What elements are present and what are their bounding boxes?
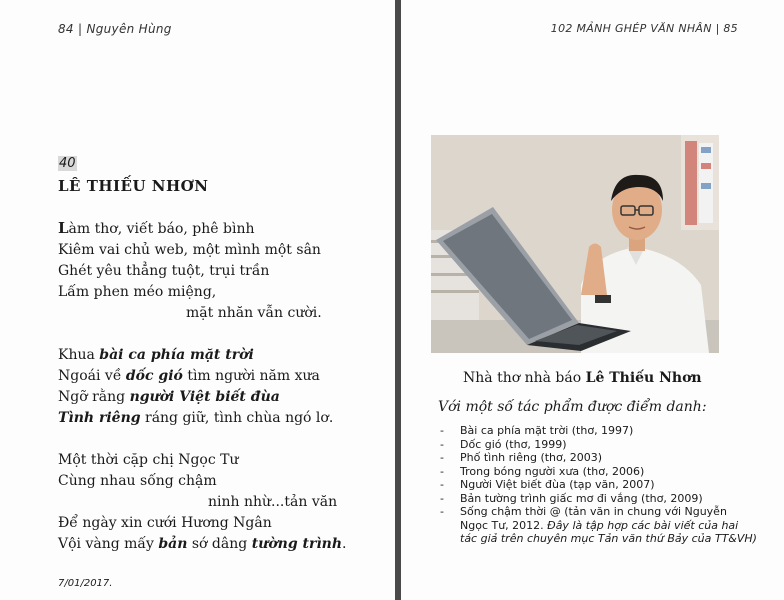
poem-text: ráng giữ, tình chùa ngó lơ. (140, 410, 334, 426)
poem-text: Ngỡ rằng (58, 389, 130, 405)
poem-line (58, 366, 358, 387)
poem-line: ninh nhừ...tản văn (208, 494, 338, 510)
poem-emphasis: người Việt biết đùa (129, 389, 280, 405)
poem-number: 40 (59, 156, 76, 171)
poem-date: 7/01/2017. (58, 578, 113, 589)
poem-emphasis: bản (158, 536, 188, 552)
poem-line (58, 387, 358, 408)
works-subheading: Với một số tác phẩm được điểm danh: (438, 399, 707, 415)
poem-line: Kiêm vai chủ web, một mình một sân (58, 242, 321, 258)
list-item: - Phố tình riêng (thơ, 2003) (438, 451, 758, 465)
poem-line (58, 345, 358, 366)
list-item: - Trong bóng người xưa (thơ, 2006) (438, 465, 758, 479)
poem-text: àm thơ, viết báo, phê bình (68, 221, 255, 237)
poem-emphasis: Tình riêng (58, 410, 141, 426)
poem-text: Khua (58, 347, 100, 363)
list-item: - Bài ca phía mặt trời (thơ, 1997) (438, 424, 758, 438)
list-item: - Dốc gió (thơ, 1999) (438, 438, 758, 452)
poem-line: Để ngày xin cưới Hương Ngân (58, 515, 272, 531)
poem-text: Ngoái về (58, 368, 126, 384)
list-item: - Bản tường trình giấc mơ đi vắng (thơ, 2009) (438, 492, 758, 506)
photo-caption (463, 370, 702, 386)
caption-text: Nhà thơ nhà báo (463, 370, 586, 386)
poem-line (58, 534, 358, 555)
works-list (438, 424, 758, 546)
drop-letter: L (58, 219, 69, 237)
poem-body (58, 218, 358, 555)
poem-line (58, 218, 358, 240)
list-item: - Người Việt biết đùa (tạp văn, 2007) (438, 478, 758, 492)
poem-line: Cùng nhau sống chậm (58, 473, 217, 489)
author-photo-illustration (431, 135, 719, 353)
right-page-header: 102 MẢNH GHÉP VĂN NHÂN | 85 (550, 22, 738, 35)
poem-text: . (342, 536, 347, 552)
work-text: Sống chậm thời @ (tản văn in chung với Nguyễn Ngọc Tư, 2012. (460, 505, 727, 532)
author-photo (431, 135, 719, 353)
poem-emphasis: tường trình (251, 536, 343, 552)
poem-text: tìm người năm xưa (182, 368, 320, 384)
poem-line: Ghét yêu thẳng tuột, trụi trần (58, 263, 270, 279)
work-note: Đây là tập hợp các bài viết của hai tác giả trên chuyên mục Tản văn thứ Bảy của TT&VH) (460, 518, 757, 545)
right-page (401, 0, 784, 600)
poem-line: mặt nhăn vẫn cười. (186, 305, 322, 321)
poem-line (58, 408, 358, 429)
stanza-gap (58, 429, 358, 450)
poem-emphasis: bài ca phía mặt trời (99, 347, 254, 363)
poem-line: Lấm phen méo miệng, (58, 284, 217, 300)
list-item (438, 505, 758, 546)
poem-text: sớ dâng (187, 536, 252, 552)
poem-emphasis: dốc gió (125, 368, 183, 384)
poem-text: Vội vàng mấy (58, 536, 159, 552)
caption-name: Lê Thiếu Nhơn (585, 370, 702, 386)
stanza-gap (58, 324, 358, 345)
poem-title: LÊ THIẾU NHƠN (58, 177, 209, 195)
left-page-header: 84 | Nguyên Hùng (58, 22, 172, 36)
poem-line: Một thời cặp chị Ngọc Tư (58, 452, 239, 468)
